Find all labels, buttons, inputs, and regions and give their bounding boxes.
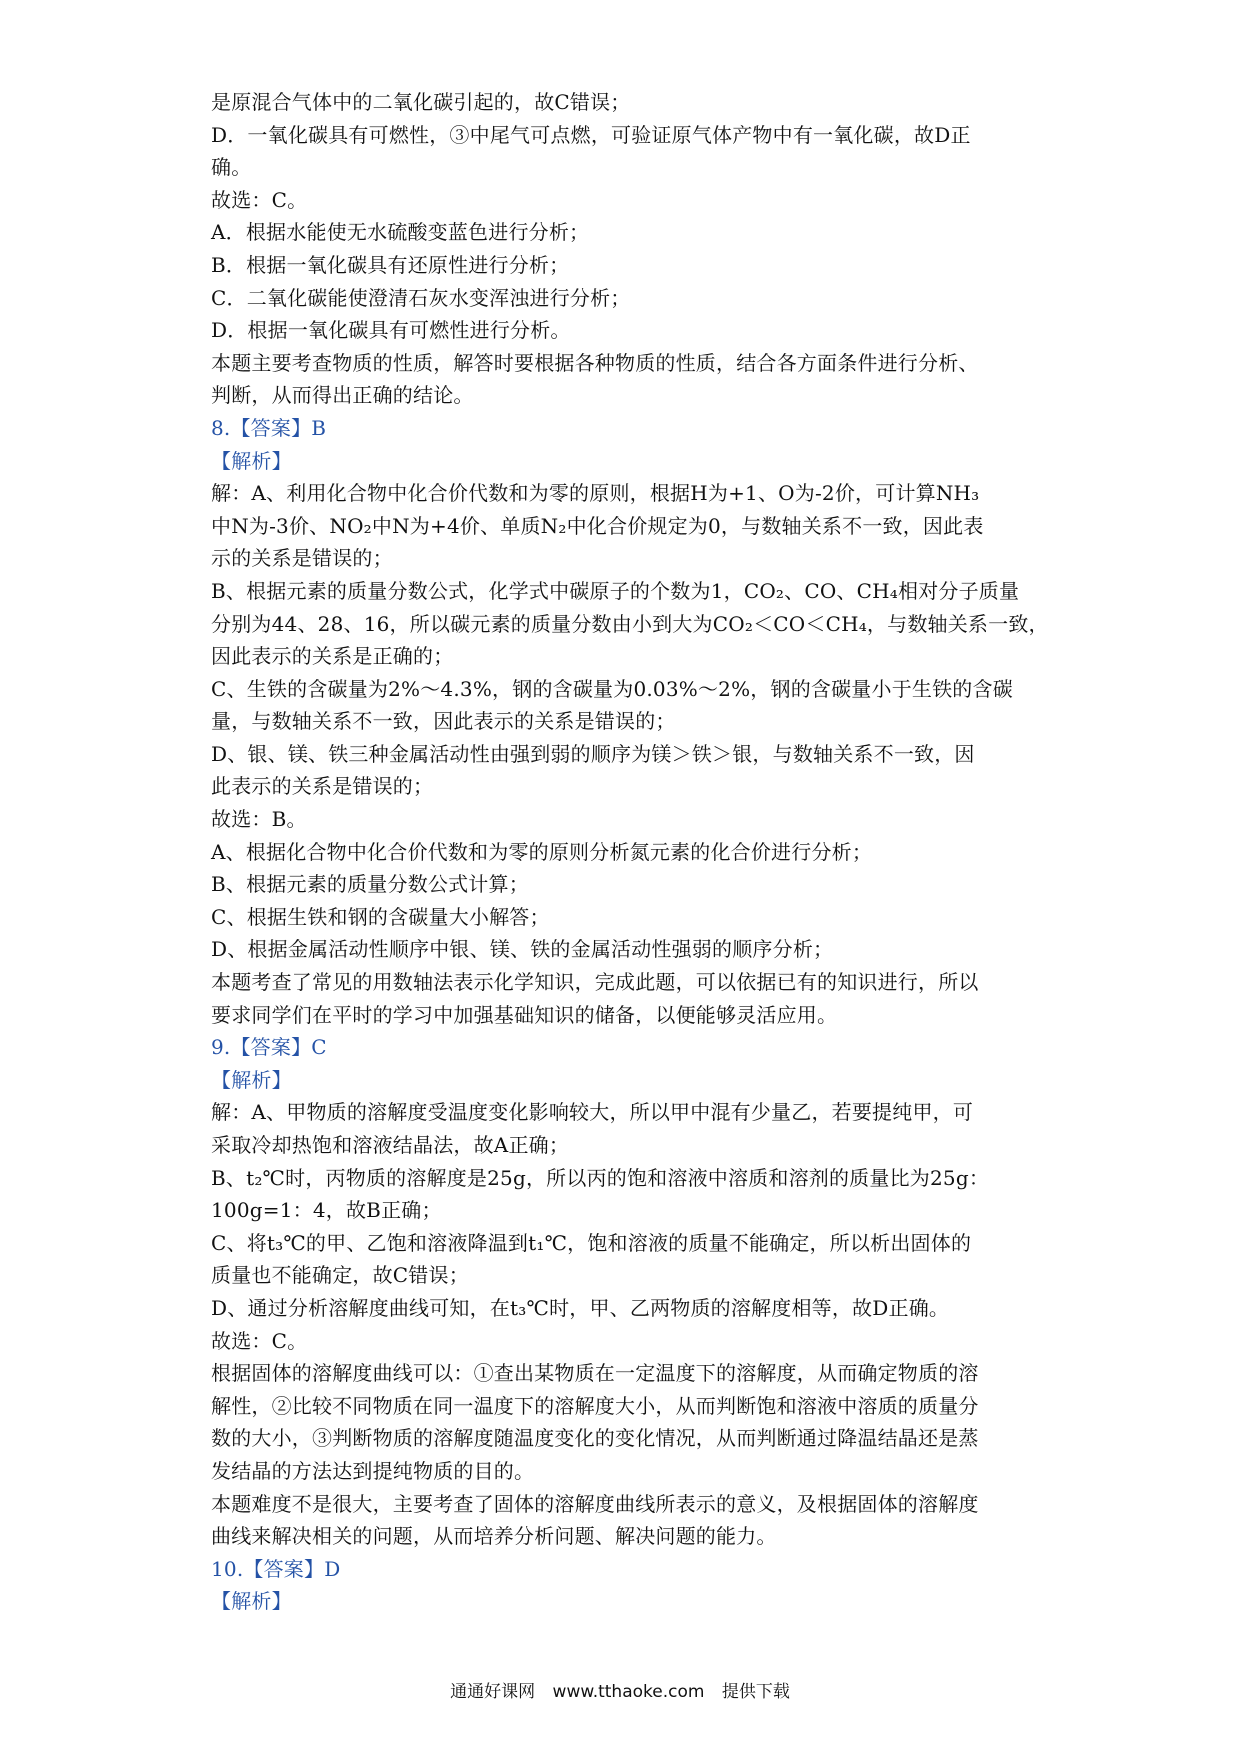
text-line: C、将t₃℃的甲、乙饱和溶液降温到t₁℃，饱和溶液的质量不能确定，所以析出固体的	[211, 1230, 972, 1255]
text-line: C、生铁的含碳量为2%～4.3%，钢的含碳量为0.03%～2%，钢的含碳量小于生铁的含碳	[211, 676, 1013, 701]
footer-note: 提供下载	[721, 1682, 790, 1702]
text-line: 故选：B。	[211, 807, 307, 832]
text-line: C．二氧化碳能使澄清石灰水变浑浊进行分析；	[211, 285, 631, 310]
section-heading-line: 【解析】	[211, 1067, 292, 1092]
text-line: 是原混合气体中的二氧化碳引起的，故C错误；	[211, 90, 631, 114]
text-line: D、通过分析溶解度曲线可知，在t₃℃时，甲、乙两物质的溶解度相等，故D正确。	[211, 1295, 950, 1320]
text-line: B、根据元素的质量分数公式，化学式中碳原子的个数为1，CO₂、CO、CH₄相对分子质量	[211, 578, 1020, 603]
text-line: 分别为44、28、16，所以碳元素的质量分数由小到大为CO₂＜CO＜CH₄，与数轴关系一致，	[211, 611, 1049, 636]
footer-site-name: 通通好课网	[450, 1682, 536, 1702]
text-line: D、根据金属活动性顺序中银、镁、铁的金属活动性强弱的顺序分析；	[211, 937, 834, 962]
text-line: 本题难度不是很大，主要考查了固体的溶解度曲线所表示的意义，及根据固体的溶解度	[211, 1491, 979, 1516]
footer-url: www.tthaoke.com	[552, 1682, 705, 1702]
text-line: 故选：C。	[211, 1328, 308, 1353]
text-line: 此表示的关系是错误的；	[211, 774, 434, 799]
text-line: A、根据化合物中化合价代数和为零的原则分析氮元素的化合价进行分析；	[211, 839, 873, 864]
text-line: 本题考查了常见的用数轴法表示化学知识，完成此题，可以依据已有的知识进行，所以	[211, 970, 979, 995]
text-line: B、根据元素的质量分数公式计算；	[211, 872, 529, 897]
text-line: 解：A、甲物质的溶解度受温度变化影响较大，所以甲中混有少量乙，若要提纯甲，可	[211, 1100, 974, 1125]
text-line: B、t₂℃时，丙物质的溶解度是25g，所以丙的饱和溶液中溶质和溶剂的质量比为25g：	[211, 1165, 990, 1190]
text-line: 中N为-3价、NO₂中N为+4价、单质N₂中化合价规定为0，与数轴关系不一致，因此表	[211, 513, 984, 538]
text-line: 确。	[211, 155, 252, 180]
text-line: 示的关系是错误的；	[211, 546, 393, 571]
text-line: 数的大小，③判断物质的溶解度随温度变化的变化情况，从而判断通过降温结晶还是蒸	[211, 1426, 979, 1451]
text-line: 故选：C。	[211, 187, 308, 212]
text-line: D．根据一氧化碳具有可燃性进行分析。	[211, 318, 571, 343]
text-line: 质量也不能确定，故C错误；	[211, 1263, 469, 1288]
text-line: 要求同学们在平时的学习中加强基础知识的储备，以便能够灵活应用。	[211, 1002, 838, 1027]
section-heading-line: 【解析】	[211, 1589, 292, 1614]
text-line: 解：A、利用化合物中化合价代数和为零的原则，根据H为+1、O为-2价，可计算NH₃	[211, 481, 980, 506]
text-line: 量，与数轴关系不一致，因此表示的关系是错误的；	[211, 709, 676, 734]
section-heading-line: 【解析】	[211, 448, 292, 473]
text-line: B．根据一氧化碳具有还原性进行分析；	[211, 252, 570, 277]
text-line: 判断，从而得出正确的结论。	[211, 383, 474, 408]
text-line: C、根据生铁和钢的含碳量大小解答；	[211, 904, 550, 929]
text-line: 因此表示的关系是正确的；	[211, 644, 454, 669]
page-footer	[0, 1677, 1240, 1702]
section-heading-line: 9.【答案】C	[211, 1035, 327, 1060]
text-line: 发结晶的方法达到提纯物质的目的。	[211, 1458, 535, 1483]
text-line: 解性，②比较不同物质在同一温度下的溶解度大小，从而判断饱和溶液中溶质的质量分	[211, 1393, 979, 1418]
text-line: 曲线来解决相关的问题，从而培养分析问题、解决问题的能力。	[211, 1524, 777, 1549]
text-line: D．一氧化碳具有可燃性，③中尾气可点燃，可验证原气体产物中有一氧化碳，故D正	[211, 122, 971, 147]
document-body	[211, 86, 1049, 1618]
section-heading-line: 10.【答案】D	[211, 1556, 341, 1581]
text-line: D、银、镁、铁三种金属活动性由强到弱的顺序为镁＞铁＞银，与数轴关系不一致，因	[211, 741, 975, 766]
text-line: 本题主要考查物质的性质，解答时要根据各种物质的性质，结合各方面条件进行分析、	[211, 350, 979, 375]
text-line: 100g=1：4，故B正确；	[211, 1198, 442, 1223]
text-line: 采取冷却热饱和溶液结晶法，故A正确；	[211, 1133, 570, 1157]
text-line: 根据固体的溶解度曲线可以：①查出某物质在一定温度下的溶解度，从而确定物质的溶	[211, 1361, 979, 1386]
text-line: A．根据水能使无水硫酸变蓝色进行分析；	[211, 220, 590, 245]
section-heading-line: 8.【答案】B	[211, 415, 327, 440]
